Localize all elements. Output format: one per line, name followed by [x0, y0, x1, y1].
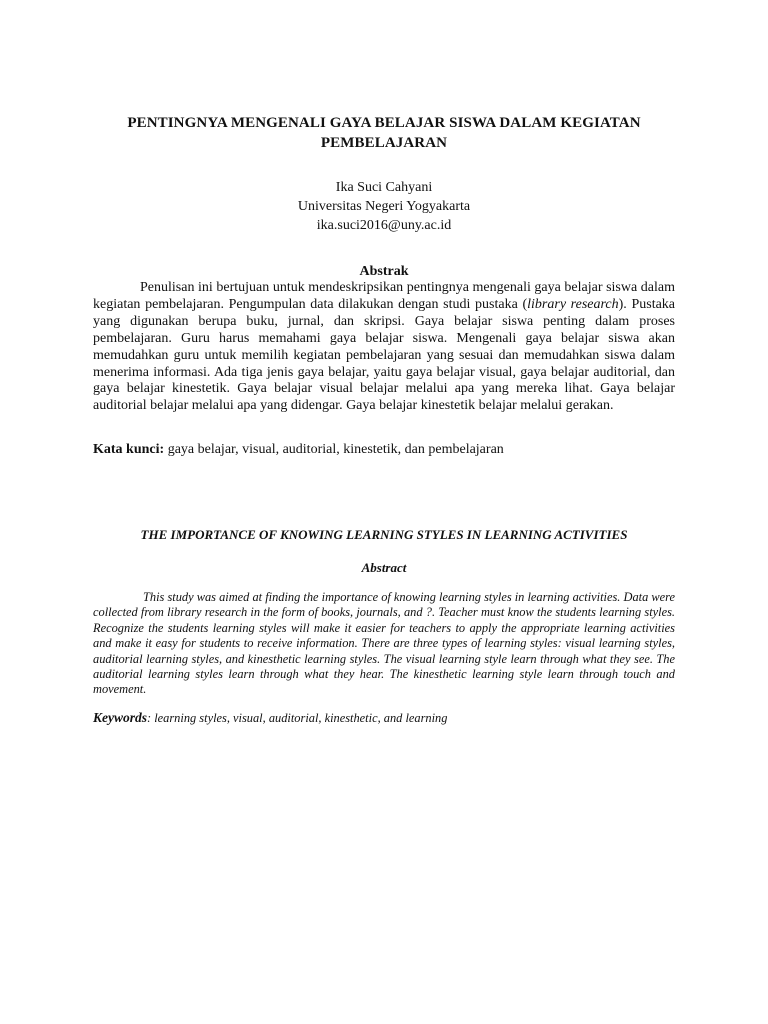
- paper-title-line2: PEMBELAJARAN: [320, 135, 448, 151]
- kata-kunci: [93, 441, 675, 459]
- author-affiliation: Universitas Negeri Yogyakarta: [297, 199, 471, 214]
- abstrak-body: [93, 280, 675, 415]
- keywords-text: : learning styles, visual, auditorial, kinesthetic, and learning: [147, 711, 448, 725]
- author-name: Ika Suci Cahyani: [335, 180, 433, 195]
- author-email: ika.suci2016@uny.ac.id: [316, 218, 452, 233]
- keywords-label: Keywords: [93, 710, 147, 725]
- abstrak-text-part2: ). Pustaka yang digunakan berupa buku, jurnal, dan skripsi. Gaya belajar siswa penting dalam proses pembelajaran. Guru harus memahami gaya belajar siswa. Mengenali gaya belajar siswa akan memudahkan guru untuk memilih kegiatan pembelajaran yang sesuai dan memudahkan siswa dalam menerima informasi. Ada tiga jenis gaya belajar, yaitu gaya belajar visual, gaya belajar auditorial, dan gaya belajar kinestetik. Gaya belajar visual belajar melalui apa yang mereka lihat. Gaya belajar auditorial belajar melalui apa yang didengar. Gaya belajar kinestetik belajar melalui gerakan.: [93, 296, 676, 414]
- abstract-body: [93, 590, 675, 698]
- abstrak-text-part1: Penulisan ini bertujuan untuk mendeskripsikan pentingnya mengenali gaya belajar siswa dalam kegiatan pembelajaran. Pengumpulan data dilakukan dengan studi pustaka (: [93, 280, 675, 312]
- abstrak-heading: Abstrak: [359, 264, 409, 279]
- abstract-heading: Abstract: [361, 560, 407, 575]
- kata-kunci-text: gaya belajar, visual, auditorial, kinestetik, dan pembelajaran: [164, 442, 504, 457]
- abstrak-text-italic: library research: [527, 296, 619, 312]
- abstract-text: This study was aimed at finding the importance of knowing learning styles in learning activities. Data were collected from library research in the form of books, journals, and ?. Teacher must know the students learning styles. Recognize the students learning styles will make it easier for teachers to apply the appropriate learning activities and make it easy for students to receive information. There are three types of learning styles: visual learning styles, auditorial learning styles, and kinesthetic learning styles. The visual learning style learn through what they see. The auditorial learning styles learn through what they hear. The kinesthetic learning style learn through touch and movement.: [93, 590, 675, 697]
- paper-title: [80, 113, 688, 153]
- english-title: THE IMPORTANCE OF KNOWING LEARNING STYLES IN LEARNING ACTIVITIES: [140, 527, 628, 542]
- paper-title-line1: PENTINGNYA MENGENALI GAYA BELAJAR SISWA DALAM KEGIATAN: [127, 115, 641, 131]
- kata-kunci-label: Kata kunci:: [93, 442, 165, 457]
- keywords: [93, 709, 675, 727]
- author-block: [80, 178, 688, 235]
